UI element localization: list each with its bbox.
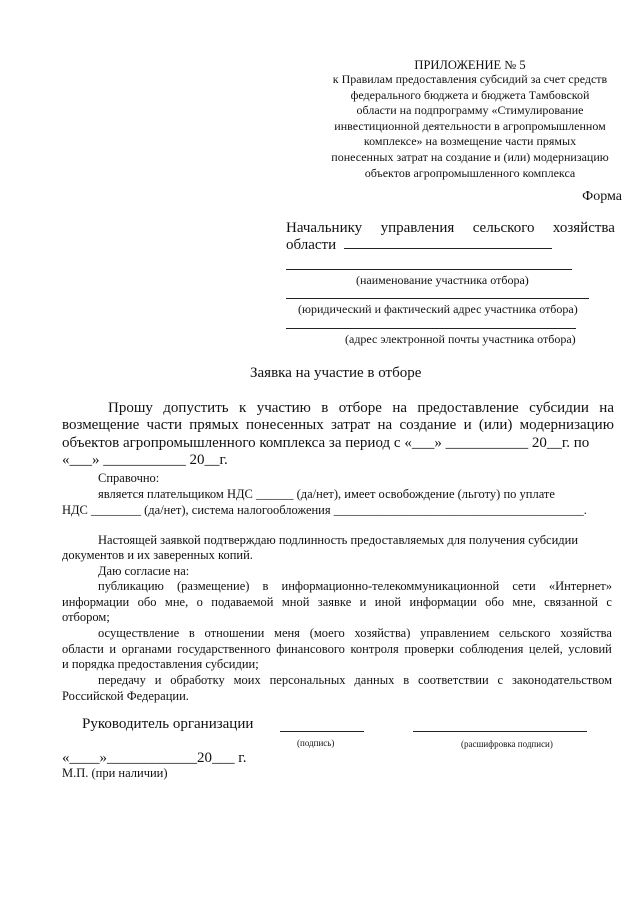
word: информации <box>62 595 130 609</box>
word: меня <box>274 626 300 640</box>
word: на <box>599 400 614 416</box>
word: прямых <box>189 417 239 433</box>
word: «Интернет» <box>548 579 612 593</box>
word: осуществление <box>98 626 180 640</box>
request-line-4: «___» ___________ 20__г. <box>62 452 228 468</box>
request-line-1 <box>108 400 614 417</box>
word: финансового <box>276 642 345 656</box>
word: иной <box>374 595 402 609</box>
signature-date: «____»____________20___ г. <box>62 750 247 766</box>
word: передачу <box>98 673 146 687</box>
reference-line-2: НДС ________ (да/нет), система налогообложения ________________________________________. <box>62 503 587 517</box>
confirmation-line-2: документов и их заверенных копий. <box>62 548 253 562</box>
word: на <box>377 417 393 433</box>
word: в <box>321 400 329 416</box>
word: допустить <box>163 400 229 416</box>
word: мной <box>281 595 310 609</box>
consent-item-2-line-3: и порядка предоставления субсидии; <box>62 657 259 671</box>
word: целей, <box>528 642 563 656</box>
word: подаваемой <box>211 595 274 609</box>
word: сельского <box>499 626 551 640</box>
signature-line[interactable] <box>280 731 364 732</box>
word: части <box>146 417 182 433</box>
word: на <box>392 400 408 416</box>
participant-name-line[interactable] <box>286 269 572 270</box>
word: в <box>262 579 269 593</box>
form-label: Форма <box>582 189 622 204</box>
word: хозяйства <box>560 626 612 640</box>
word: персональных <box>269 673 346 687</box>
reference-line-1: является плательщиком НДС ______ (да/нет), имеет освобождение (льготу) по уплате <box>98 487 555 501</box>
word: соответствии <box>418 673 489 687</box>
word: государственного <box>177 642 271 656</box>
word: публикацию <box>98 579 164 593</box>
word: (моего <box>309 626 345 640</box>
consent-item-3-line-1 <box>98 673 612 688</box>
word: предоставление <box>417 400 519 416</box>
consent-item-2-line-1 <box>98 626 612 641</box>
word: мне, <box>164 595 189 609</box>
word: хозяйства <box>552 220 615 236</box>
word: заявке <box>317 595 352 609</box>
consent-item-1-line-2 <box>62 595 612 610</box>
participant-name-caption: (наименование участника отбора) <box>356 273 529 287</box>
word: понесенных <box>246 417 324 433</box>
appendix-line: понесенных затрат на создание и (или) модернизацию <box>331 149 609 164</box>
word: о <box>196 595 203 609</box>
word: и <box>359 595 367 609</box>
word: возмещение <box>62 417 140 433</box>
word: и <box>109 642 117 656</box>
word: отношении <box>204 626 265 640</box>
participant-email-line[interactable] <box>286 328 576 329</box>
word: Начальнику <box>286 220 363 236</box>
word: отборе <box>338 400 382 416</box>
appendix-title: ПРИЛОЖЕНИЕ № 5 <box>414 58 526 72</box>
consent-label: Даю согласие на: <box>98 564 190 578</box>
appendix-description <box>300 72 640 181</box>
word: модернизацию <box>519 417 614 433</box>
appendix-line: комплексе» на возмещение части прямых <box>363 134 577 149</box>
word: с <box>497 673 504 687</box>
word: информационно-телекоммуникационной <box>281 579 500 593</box>
appendix-line: к Правилам предоставления субсидий за счет средств <box>332 72 608 86</box>
consent-item-1-line-3: отбором; <box>62 610 110 624</box>
word: субсидии <box>529 400 589 416</box>
signature-decode-caption: (расшифровка подписи) <box>461 739 553 749</box>
participant-email-caption: (адрес электронной почты участника отбора) <box>345 332 576 346</box>
word: в <box>403 673 410 687</box>
request-line-2 <box>62 417 614 434</box>
head-of-organization-label: Руководитель организации <box>82 716 254 732</box>
stamp-note: М.П. (при наличии) <box>62 766 168 780</box>
word: хозяйства) <box>354 626 411 640</box>
word: связанной <box>544 595 598 609</box>
request-line-3: объектов агропромышленного комплекса за период с «___» ___________ 20__г. по <box>62 435 590 451</box>
word: и <box>154 673 162 687</box>
appendix-line: федерального бюджета и бюджета Тамбовской <box>350 87 590 102</box>
word: сельского <box>472 220 535 236</box>
reference-label: Справочно: <box>98 471 160 485</box>
consent-item-3-line-2: Российской Федерации. <box>62 689 189 703</box>
word: создание <box>399 417 457 433</box>
word: моих <box>233 673 261 687</box>
appendix-line: инвестиционной деятельности в агропромышленном <box>334 118 606 133</box>
word: законодательством <box>511 673 612 687</box>
consent-item-1-line-1 <box>98 579 612 594</box>
word: условий <box>568 642 612 656</box>
word: (или) <box>478 417 513 433</box>
consent-item-2-line-2 <box>62 642 612 657</box>
region-fill-line[interactable] <box>344 236 552 249</box>
word: мне, <box>512 595 536 609</box>
addressee-line-2 <box>286 236 552 254</box>
word: обработку <box>170 673 225 687</box>
appendix-line: области на подпрограмму «Стимулирование <box>356 103 584 118</box>
addressee-line-1 <box>286 220 615 237</box>
signature-caption: (подпись) <box>297 738 335 748</box>
addressee-region-label: области <box>286 237 337 253</box>
word: участию <box>256 400 311 416</box>
participant-address-caption: (юридический и фактический адрес участника отбора) <box>298 302 578 316</box>
word: обо <box>485 595 505 609</box>
appendix-line: объектов агропромышленного комплекса <box>364 165 576 180</box>
confirmation-line-1: Настоящей заявкой подтверждаю подлинность предоставляемых для получения субсидии <box>98 533 579 547</box>
word: и <box>463 417 472 433</box>
word: сети <box>512 579 536 593</box>
word: органами <box>121 642 172 656</box>
word: проверки <box>404 642 454 656</box>
word: информации <box>409 595 477 609</box>
word: к <box>239 400 247 416</box>
word: (размещение) <box>177 579 250 593</box>
word: соблюдения <box>459 642 524 656</box>
word: Прошу <box>108 400 153 416</box>
word: данных <box>354 673 395 687</box>
signature-decode-line[interactable] <box>413 731 587 732</box>
word: области <box>62 642 104 656</box>
participant-address-line[interactable] <box>286 298 589 299</box>
document-title: Заявка на участие в отборе <box>250 365 422 381</box>
word: управления <box>380 220 455 236</box>
word: затрат <box>331 417 371 433</box>
word: управлением <box>420 626 490 640</box>
word: обо <box>137 595 157 609</box>
word: с <box>606 595 612 609</box>
word: в <box>188 626 195 640</box>
word: контроля <box>350 642 399 656</box>
